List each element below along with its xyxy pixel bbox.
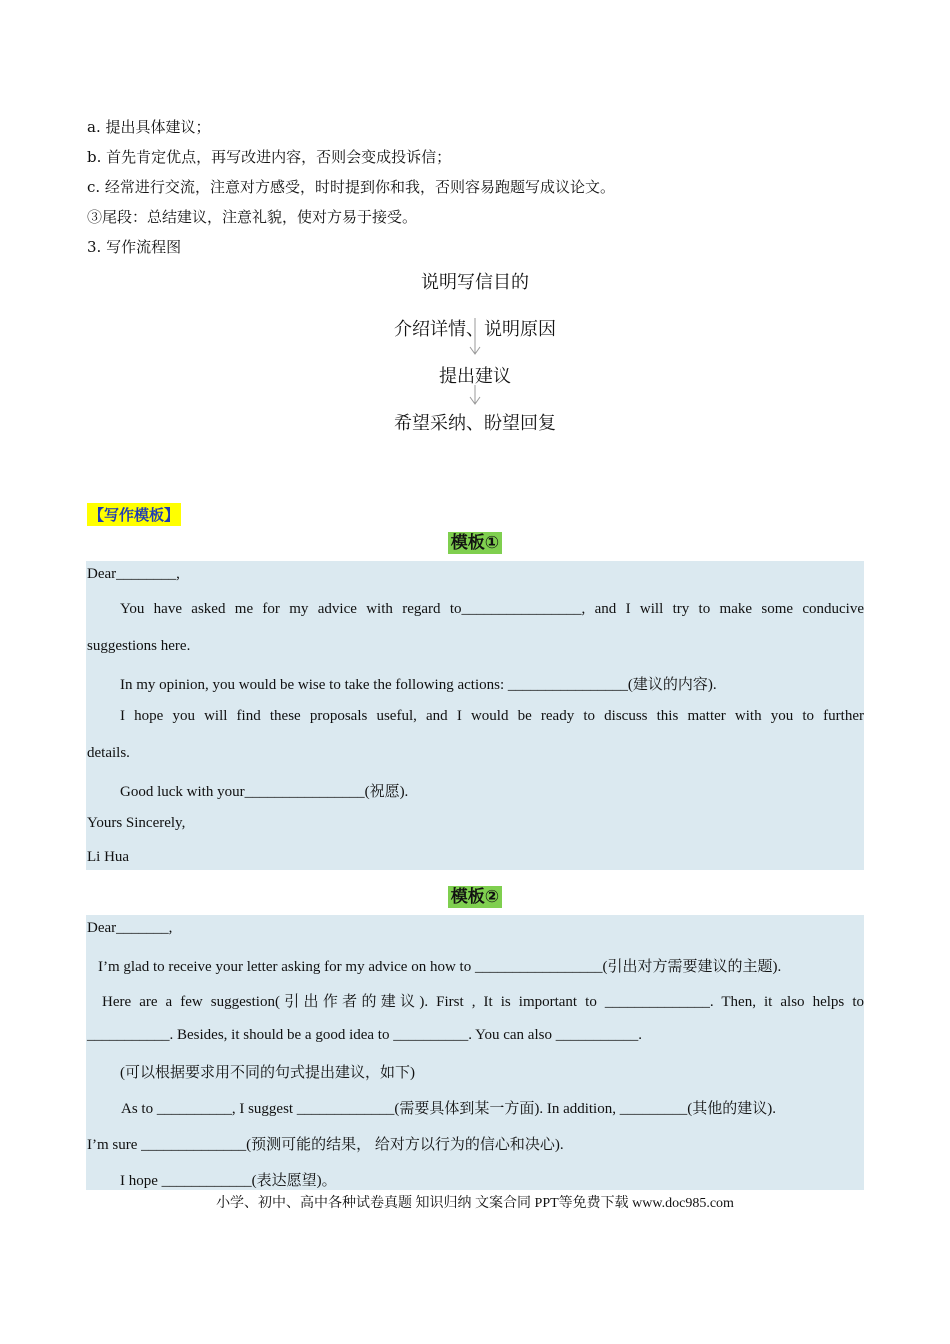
t2-line-3: ___________. Besides, it should be a good idea to __________. You can also ___________.	[87, 1027, 642, 1043]
t2-line-5: As to __________, I suggest _____________(需要具体到某一方面). In addition, _________(其他的建议).	[121, 1101, 776, 1117]
t2-line-1: I’m glad to receive your letter asking for my advice on how to _________________(引出对方需要建议的主题).	[98, 959, 782, 975]
template-1-title: 模板①	[448, 532, 502, 554]
template-2-panel	[86, 915, 864, 1190]
t2-greeting: Dear_______,	[87, 920, 173, 936]
t2-line-6: I’m sure ______________(预测可能的结果， 给对方以行为的信心和决心).	[87, 1137, 564, 1153]
t1-closing: Yours Sincerely,	[87, 815, 186, 831]
intro-line-b: b. 首先肯定优点，再写改进内容，否则会变成投诉信；	[87, 148, 452, 166]
flow-arrow-down-icon	[467, 318, 483, 358]
t1-para4: Good luck with your________________(祝愿).	[120, 784, 409, 800]
template-1-panel	[86, 561, 864, 870]
t1-para2: In my opinion, you would be wise to take the following actions: ________________(建议的内容).	[120, 677, 717, 693]
flow-step-1: 说明写信目的	[421, 272, 529, 293]
page-footer: 小学、初中、高中各种试卷真题 知识归纳 文案合同 PPT等免费下载 www.doc985.com	[216, 1196, 734, 1211]
t2-line-2: Here are a few suggestion(引出作者的建议). First , It is important to ______________. Then, it also helps to	[102, 994, 864, 1010]
t1-para1-line2: suggestions here.	[87, 638, 191, 654]
section-tag: 【写作模板】	[87, 503, 181, 526]
t1-para1-line1: You have asked me for my advice with regard to________________, and I will try to make some conducive	[120, 601, 864, 617]
intro-line-ending: ③尾段：总结建议，注意礼貌，使对方易于接受。	[87, 208, 418, 226]
flow-step-3: 提出建议	[439, 366, 511, 387]
intro-line-c: c. 经常进行交流，注意对方感受，时时提到你和我，否则容易跑题写成议论文。	[87, 178, 615, 196]
t1-para3-line1: I hope you will find these proposals useful, and I would be ready to discuss this matter with you to further	[120, 708, 864, 724]
template-2-title-wrap	[0, 882, 950, 907]
flowchart-heading: 3. 写作流程图	[87, 238, 182, 256]
template-1-title-wrap	[0, 528, 950, 553]
t2-line-4: (可以根据要求用不同的句式提出建议，如下)	[120, 1065, 415, 1081]
t1-signature: Li Hua	[87, 849, 130, 865]
t1-greeting: Dear________,	[87, 566, 180, 582]
t1-para3-line2: details.	[87, 745, 130, 761]
flow-step-2: 介绍详情、说明原因	[394, 319, 556, 340]
template-2-title: 模板②	[448, 886, 502, 908]
flow-step-4: 希望采纳、盼望回复	[394, 413, 556, 434]
t2-line-7: I hope ____________(表达愿望)。	[120, 1173, 337, 1189]
flow-arrow-down-icon	[467, 385, 483, 407]
intro-line-a: a. 提出具体建议；	[87, 118, 211, 136]
